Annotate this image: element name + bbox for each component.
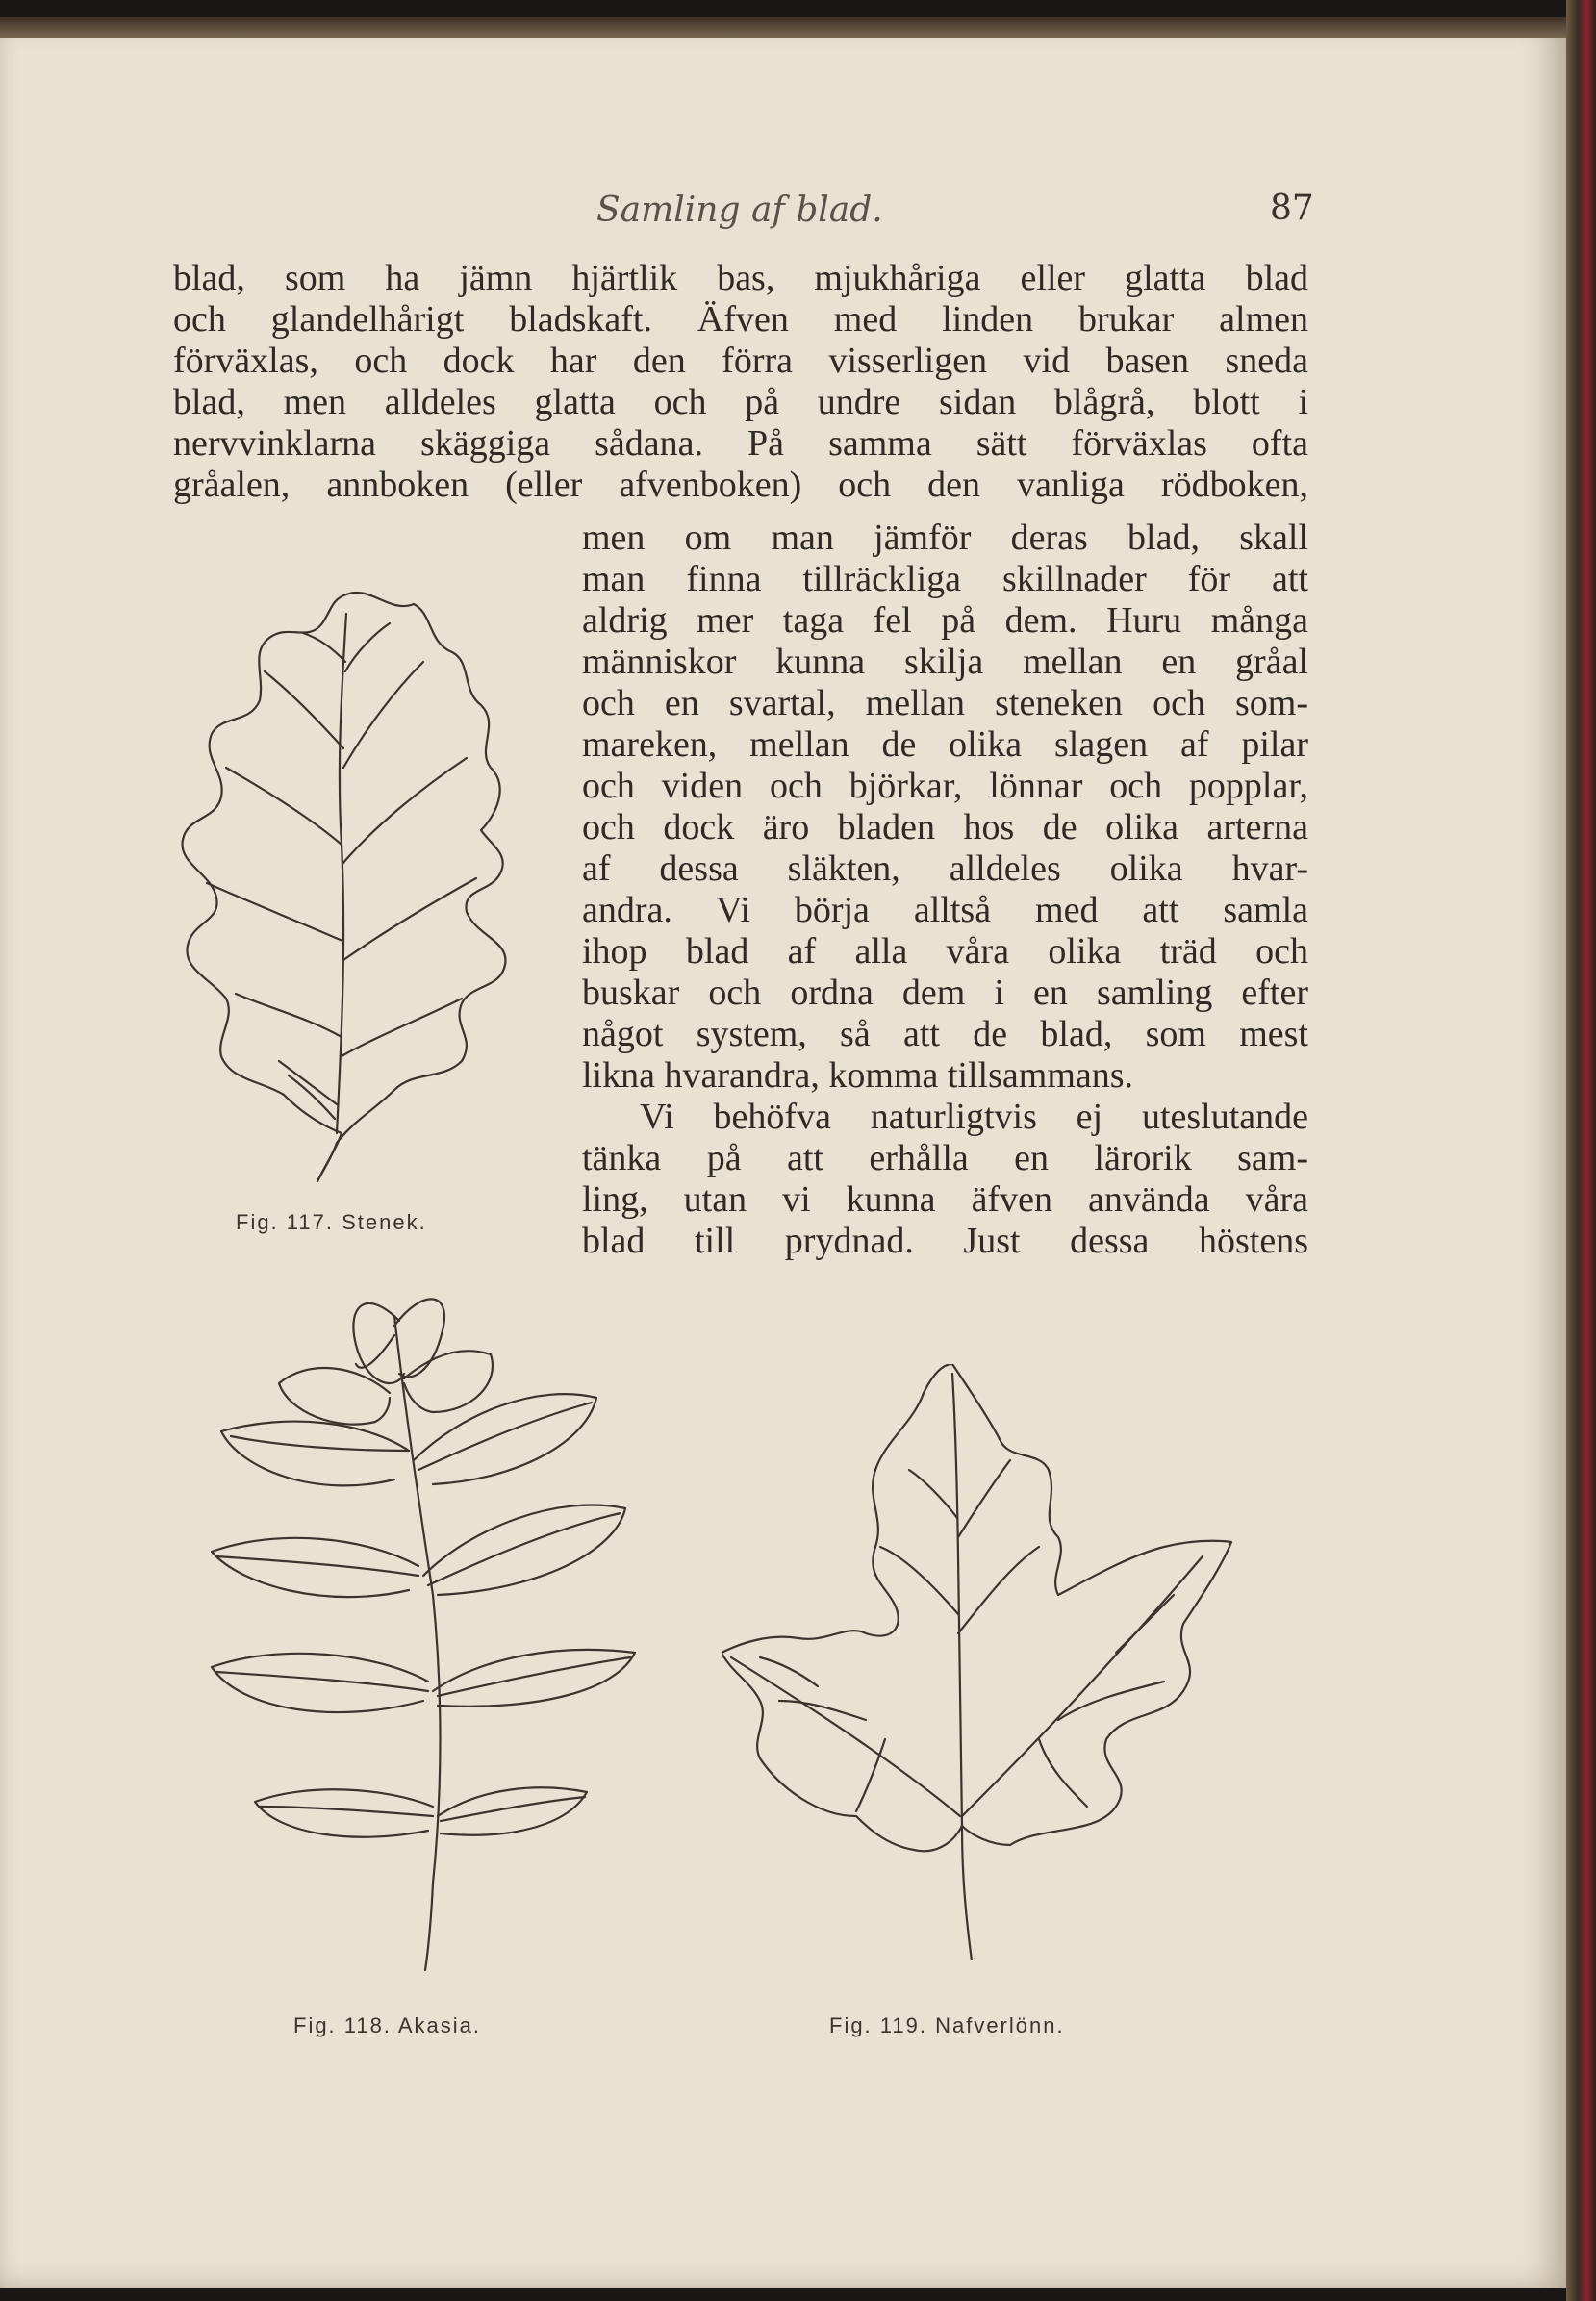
text-line: aldrig mer taga fel på dem. Huru många <box>582 600 1308 641</box>
acacia-leaf-illustration <box>202 1287 654 1980</box>
text-line: men om man jämför deras blad, skall <box>582 518 1308 558</box>
text-line: ling, utan vi kunna äfven använda våra <box>582 1179 1308 1220</box>
maple-leaf-illustration <box>722 1364 1241 1960</box>
page-number: 87 <box>1270 189 1314 228</box>
text-line: blad, men alldeles glatta och på undre sidan blågrå, blott i <box>173 382 1308 422</box>
text-line: och en svartal, mellan steneken och som- <box>582 683 1308 723</box>
running-title: Samling af blad. <box>596 190 883 230</box>
text-line: tänka på att erhålla en lärorik sam- <box>582 1138 1308 1178</box>
text-line: Vi behöfva naturligtvis ej uteslutande <box>640 1097 1308 1137</box>
figure-caption: Fig. 119. Nafverlönn. <box>829 2013 1065 2037</box>
text-line: mareken, mellan de olika slagen af pilar <box>582 724 1308 765</box>
text-line: man finna tillräckliga skillnader för att <box>582 559 1308 599</box>
text-line: förväxlas, och dock har den förra visserligen vid basen sneda <box>173 341 1308 381</box>
text-line: och viden och björkar, lönnar och popplar, <box>582 766 1308 806</box>
book-page <box>0 17 1566 2288</box>
text-line: af dessa släkten, alldeles olika hvar- <box>582 848 1308 889</box>
oak-leaf-illustration <box>144 556 548 1191</box>
text-line: blad till prydnad. Just dessa höstens <box>582 1221 1308 1261</box>
text-line: likna hvarandra, komma tillsammans. <box>582 1055 1134 1096</box>
text-line: och dock äro bladen hos de olika arterna <box>582 807 1308 847</box>
figure-caption: Fig. 118. Akasia. <box>293 2013 482 2037</box>
paragraph-column <box>582 518 1308 1262</box>
page-top-edge <box>0 17 1566 38</box>
figure-caption: Fig. 117. Stenek. <box>236 1210 427 1234</box>
paragraph-full-width <box>173 258 1308 506</box>
text-line: buskar och ordna dem i en samling efter <box>582 973 1308 1013</box>
text-line: något system, så att de blad, som mest <box>582 1014 1308 1054</box>
text-line: nervvinklarna skäggiga sådana. På samma sätt förväxlas ofta <box>173 423 1308 464</box>
text-line: andra. Vi börja alltså med att samla <box>582 890 1308 930</box>
text-line: och glandelhårigt bladskaft. Äfven med linden brukar almen <box>173 299 1308 340</box>
text-line: människor kunna skilja mellan en gråal <box>582 642 1308 682</box>
text-line: ihop blad af alla våra olika träd och <box>582 931 1308 972</box>
book-binding-edge <box>1566 0 1596 2301</box>
text-line: gråalen, annboken (eller afvenboken) och den vanliga rödboken, <box>173 465 1308 505</box>
text-line: blad, som ha jämn hjärtlik bas, mjukhåriga eller glatta blad <box>173 258 1308 298</box>
